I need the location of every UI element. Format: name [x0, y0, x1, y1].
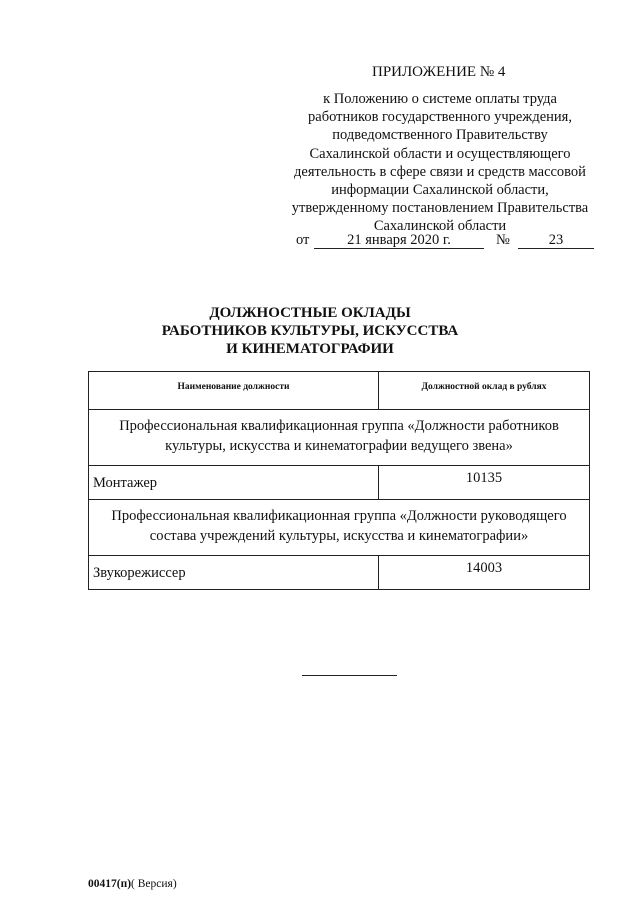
- appendix-line: подведомственного Правительству: [332, 127, 548, 144]
- column-header-salary: Должностной оклад в рублях: [379, 372, 590, 410]
- resolution-number: 23: [518, 232, 594, 249]
- appendix-line: к Положению о системе оплаты труда: [323, 91, 557, 107]
- appendix-line: Сахалинской области: [373, 218, 507, 235]
- document-title: [160, 304, 460, 358]
- qualification-group-title: Профессиональная квалификационная группа «Должности руководящего состава учреждений культуры, искусства и кинематографии»: [89, 500, 590, 556]
- table-row: [89, 556, 590, 590]
- date-prefix: от: [296, 232, 310, 248]
- appendix-description: [272, 90, 608, 236]
- salary-table: [88, 371, 590, 590]
- appendix-title: ПРИЛОЖЕНИЕ № 4: [372, 64, 506, 80]
- appendix-line: информации Сахалинской области,: [331, 182, 549, 199]
- column-header-position: Наименование должности: [89, 372, 379, 410]
- position-name: Звукорежиссер: [89, 556, 379, 590]
- group-row: [89, 410, 590, 466]
- resolution-date: 21 января 2020 г.: [314, 232, 484, 249]
- table-header-row: [89, 372, 590, 410]
- position-salary: 14003: [379, 556, 590, 590]
- title-line: ДОЛЖНОСТНЫЕ ОКЛАДЫ: [209, 305, 411, 321]
- position-salary: 10135: [379, 466, 590, 500]
- document-code: 00417(п): [88, 878, 132, 890]
- footer-code: [88, 878, 177, 890]
- title-line: И КИНЕМАТОГРАФИИ: [226, 341, 394, 357]
- document-version: ( Версия): [131, 878, 177, 890]
- end-rule: [302, 675, 397, 676]
- resolution-date-line: [296, 232, 596, 250]
- table-row: [89, 466, 590, 500]
- appendix-line: работников государственного учреждения,: [308, 109, 572, 126]
- appendix-line: Сахалинской области и осуществляющего: [309, 145, 571, 162]
- qualification-group-title: Профессиональная квалификационная группа «Должности работников культуры, искусства и кинематографии ведущего звена»: [89, 410, 590, 466]
- position-name: Монтажер: [89, 466, 379, 500]
- title-line: РАБОТНИКОВ КУЛЬТУРЫ, ИСКУССТВА: [161, 323, 459, 339]
- appendix-line: деятельность в сфере связи и средств массовой: [294, 163, 586, 180]
- number-sign: №: [496, 232, 510, 248]
- appendix-line: утвержденному постановлением Правительства: [291, 200, 589, 217]
- group-row: [89, 500, 590, 556]
